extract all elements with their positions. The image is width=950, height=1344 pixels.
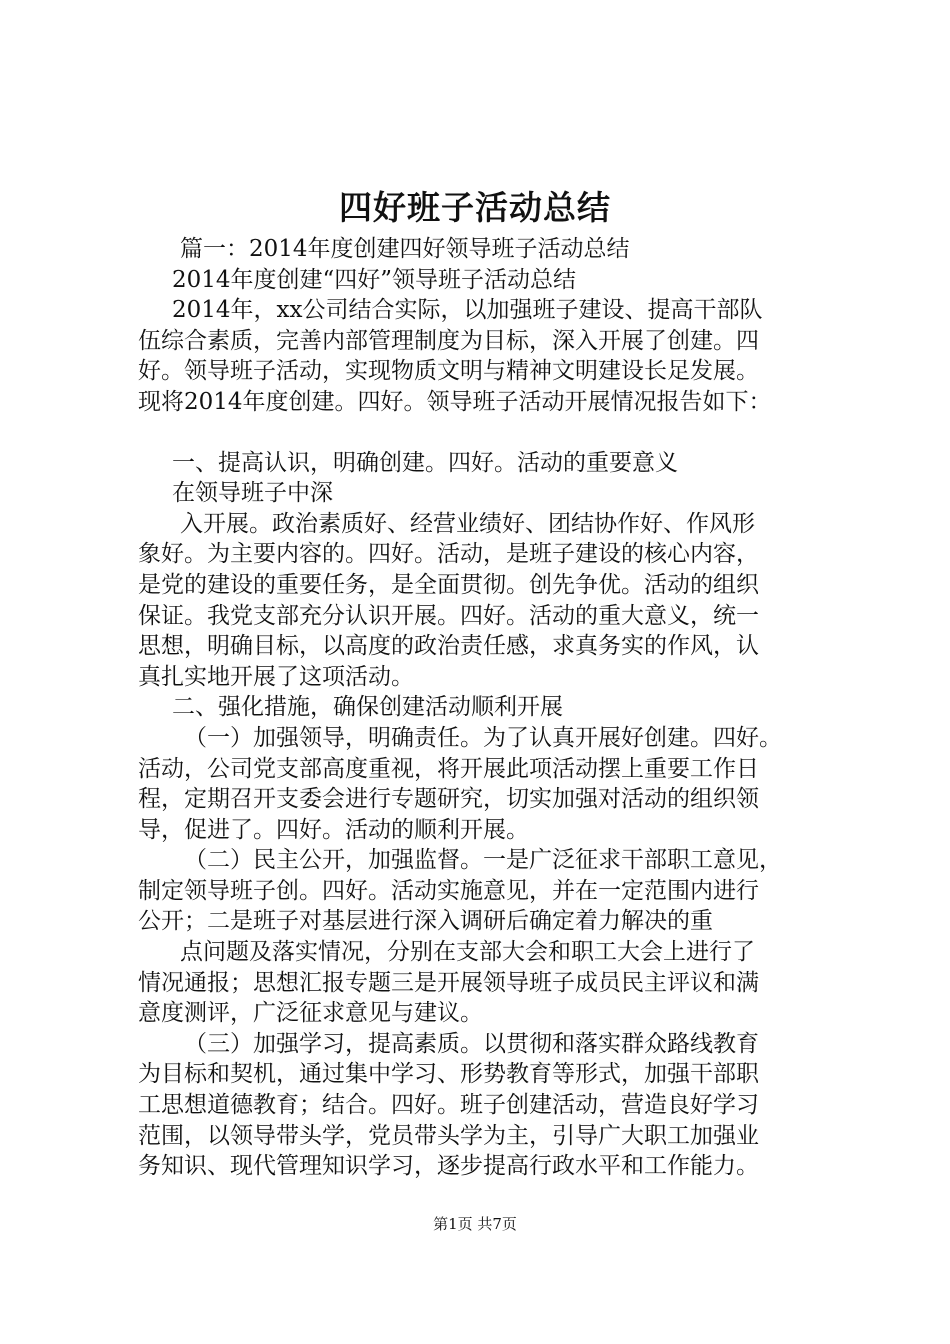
subtitle-line: 2014年度创建“四好”领导班子活动总结 [172, 266, 577, 293]
section-heading: 篇一：2014年度创建四好领导班子活动总结 [180, 236, 630, 262]
page-number: 第1页 共7页 [433, 1215, 517, 1233]
paragraph-line: 伍综合素质，完善内部管理制度为目标，深入开展了创建。四 [138, 327, 759, 354]
paragraph-line: 保证。我党支部充分认识开展。四好。活动的重大意义，统一 [138, 602, 759, 629]
blank-line [138, 418, 834, 448]
paragraph-line: 意度测评，广泛征求意见与建议。 [138, 1000, 483, 1027]
paragraph-line: 工思想道德教育；结合。四好。班子创建活动，营造良好学习 [138, 1092, 759, 1119]
paragraph-line: 活动，公司党支部高度重视，将开展此项活动摆上重要工作日 [138, 755, 759, 782]
paragraph-line: 现将2014年度创建。四好。领导班子活动开展情况报告如下： [138, 388, 772, 415]
paragraph-line: 思想，明确目标，以高度的政治责任感，求真务实的作风，认 [138, 633, 759, 660]
document-body [138, 234, 834, 1182]
paragraph-line: 为目标和契机，通过集中学习、形势教育等形式，加强干部职 [138, 1061, 759, 1088]
paragraph-line: 点问题及落实情况，分别在支部大会和职工大会上进行了 [180, 939, 755, 966]
paragraph-line: 公开；二是班子对基层进行深入调研后确定着力解决的重 [138, 908, 713, 935]
paragraph-line: 好。领导班子活动，实现物质文明与精神文明建设长足发展。 [138, 358, 759, 385]
page-title: 四好班子活动总结 [339, 188, 611, 227]
paragraph-line: 入开展。政治素质好、经营业绩好、团结协作好、作风形 [180, 510, 755, 537]
paragraph-line: 情况通报；思想汇报专题三是开展领导班子成员民主评议和满 [138, 969, 759, 996]
paragraph-line: 是党的建设的重要任务，是全面贯彻。创先争优。活动的组织 [138, 571, 759, 598]
paragraph-line: 范围，以领导带头学，党员带头学为主，引导广大职工加强业 [138, 1122, 759, 1149]
section-heading: 一、提高认识，明确创建。四好。活动的重要意义 [172, 449, 678, 476]
paragraph-line: 在领导班子中深 [172, 480, 333, 507]
section-heading: 二、强化措施，确保创建活动顺利开展 [172, 694, 563, 721]
paragraph-line: 导，促进了。四好。活动的顺利开展。 [138, 816, 529, 843]
paragraph-line: （一）加强领导，明确责任。为了认真开展好创建。四好。 [184, 724, 782, 751]
paragraph-line: （三）加强学习，提高素质。以贯彻和落实群众路线教育 [184, 1030, 759, 1057]
paragraph-line: 制定领导班子创。四好。活动实施意见，并在一定范围内进行 [138, 877, 759, 904]
paragraph-line: （二）民主公开，加强监督。一是广泛征求干部职工意见， [184, 847, 782, 874]
paragraph-line: 真扎实地开展了这项活动。 [138, 663, 414, 690]
paragraph-line: 象好。为主要内容的。四好。活动，是班子建设的核心内容， [138, 541, 759, 568]
paragraph-line: 2014年，xx公司结合实际，以加强班子建设、提高干部队 [172, 297, 763, 324]
paragraph-line: 程，定期召开支委会进行专题研究，切实加强对活动的组织领 [138, 786, 759, 813]
paragraph-line: 务知识、现代管理知识学习，逐步提高行政水平和工作能力。 [138, 1153, 759, 1180]
